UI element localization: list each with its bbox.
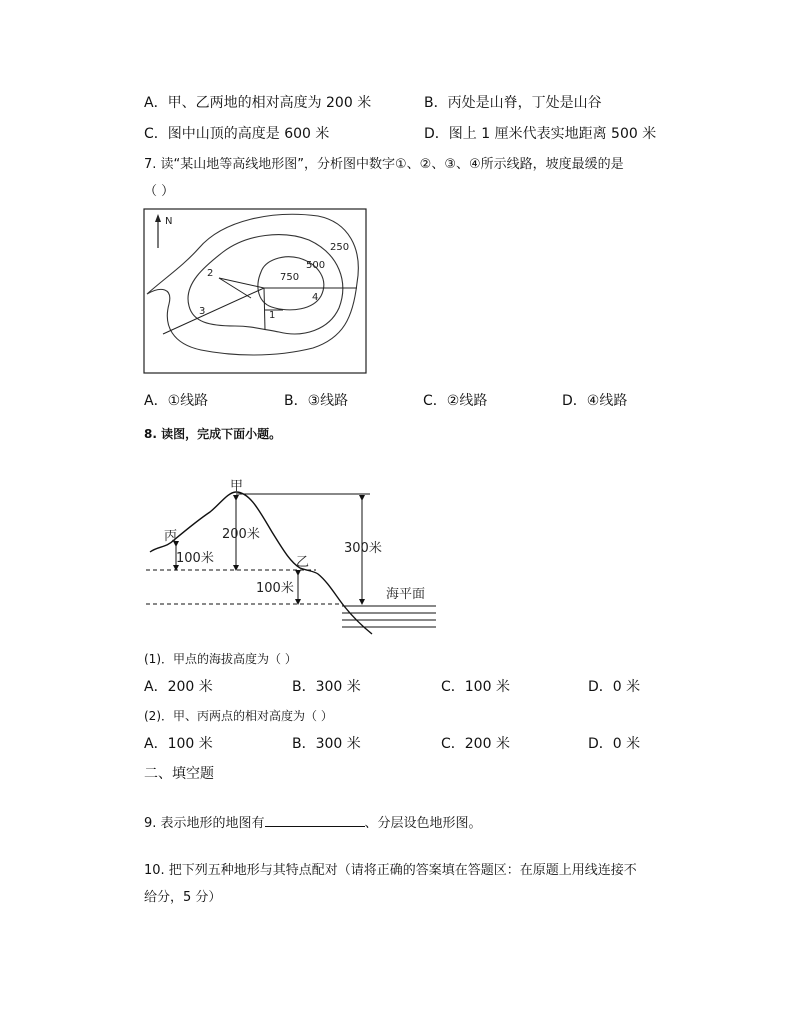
q8-stem: 8. 读图，完成下面小题。 <box>144 427 282 441</box>
label-jia: 甲 <box>230 479 244 494</box>
q8-sub2-option-b: B．300 米 <box>292 736 361 752</box>
label-100m-bing: 100米 <box>176 551 214 566</box>
q10-line1: 10. 把下列五种地形与其特点配对（请将正确的答案填在答题区：在原题上用线连接不 <box>144 863 637 878</box>
section-title: 二、填空题 <box>144 766 214 782</box>
contour-label-500: 500 <box>306 260 326 271</box>
label-300m: 300米 <box>344 541 382 556</box>
north-label: N <box>165 216 173 227</box>
q8-sub2-option-d: D．0 米 <box>588 736 641 752</box>
q8-sub2-option-a: A．100 米 <box>144 736 213 752</box>
label-200m: 200米 <box>222 527 260 542</box>
label-yi: 乙 <box>296 555 310 570</box>
q7-option-a: A．①线路 <box>144 393 209 409</box>
q7-option-c: C．②线路 <box>423 393 488 409</box>
map-frame <box>144 209 366 373</box>
label-sea-level: 海平面 <box>386 587 426 602</box>
q8-sub1-option-c: C．100 米 <box>441 679 510 695</box>
q9-text-before: 9. 表示地形的地图有 <box>144 816 265 831</box>
contour-map <box>143 208 367 374</box>
q8-sub2-option-c: C．200 米 <box>441 736 510 752</box>
route-label-1: 1 <box>269 310 276 321</box>
q9-blank[interactable] <box>265 814 365 827</box>
q10-line2: 给分，5 分） <box>144 890 222 905</box>
q7-stem: 7. 读“某山地等高线地形图”，分析图中数字①、②、③、④所示线路，坡度最缓的是 <box>144 157 624 172</box>
route-label-4: 4 <box>312 292 319 303</box>
q6-option-c: C．图中山顶的高度是 600 米 <box>144 126 330 142</box>
q8-sub1-option-a: A．200 米 <box>144 679 213 695</box>
q8-sub2-stem: (2)．甲、丙两点的相对高度为（ ） <box>144 709 333 723</box>
q6-option-b: B．丙处是山脊，丁处是山谷 <box>424 95 602 111</box>
q8-sub1-option-b: B．300 米 <box>292 679 361 695</box>
q8-sub1-stem: (1)．甲点的海拔高度为（ ） <box>144 652 297 666</box>
q6-option-d: D．图上 1 厘米代表实地距离 500 米 <box>424 126 657 142</box>
label-bing: 丙 <box>164 529 178 544</box>
route-label-2: 2 <box>207 268 214 279</box>
q7-option-b: B．③线路 <box>284 393 349 409</box>
q7-answer-paren: （ ） <box>144 184 175 199</box>
q9-text-after: 、分层设色地形图。 <box>364 816 482 831</box>
contour-label-750: 750 <box>280 272 300 283</box>
q6-option-a: A．甲、乙两地的相对高度为 200 米 <box>144 95 372 111</box>
q9 <box>144 814 482 830</box>
contour-label-250: 250 <box>330 242 350 253</box>
q7-option-d: D．④线路 <box>562 393 628 409</box>
q8-sub1-option-d: D．0 米 <box>588 679 641 695</box>
route-label-3: 3 <box>199 306 206 317</box>
elevation-profile <box>140 476 450 636</box>
label-100m-yi: 100米 <box>256 581 294 596</box>
